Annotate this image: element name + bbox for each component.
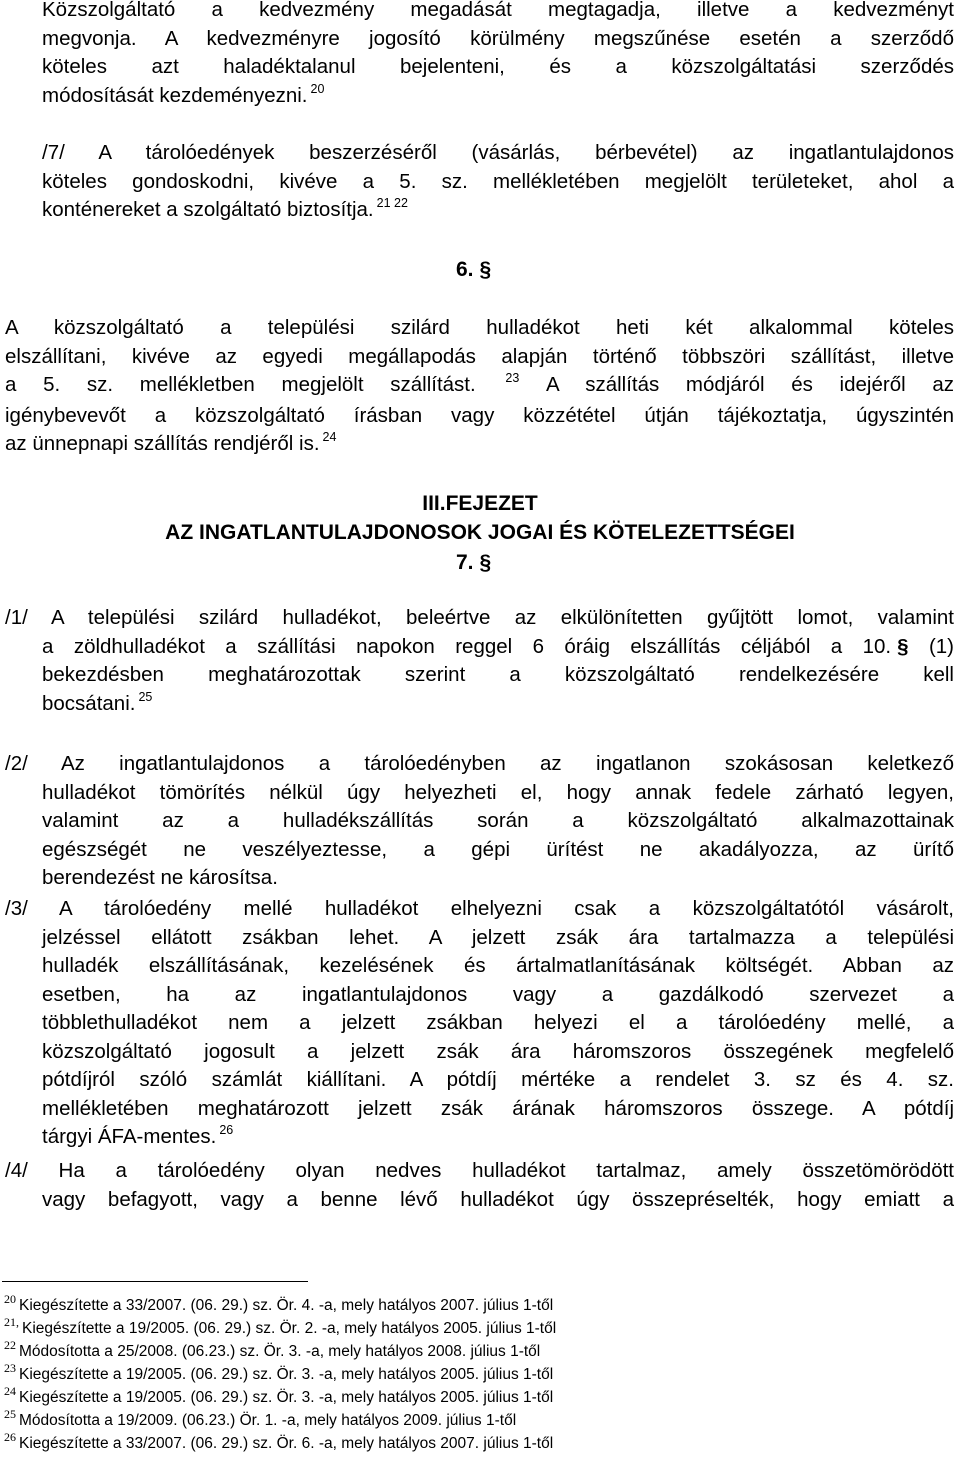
- footnote-ref[interactable]: 25: [138, 689, 153, 704]
- section-6-heading: [456, 256, 491, 284]
- section-7-paragraph-4: [5, 1157, 954, 1214]
- text-line: bocsátani. $^{25}$: [42, 689, 153, 715]
- text-line: igénybevevőt a közszolgáltató írásban vagy közzététel útján tájékoztatja, úgyszintén: [5, 403, 954, 427]
- footnote-26: $^{26}$ Kiegészítette a 33/2007. (06. 29.) sz. Ör. 6. -a, mely hatályos 2007. július 1-től: [4, 1430, 554, 1452]
- text-line: /7/ A tárolóedények beszerzéséről (vásárlás, bérbevétel) az ingatlantulajdonos: [42, 141, 954, 164]
- text-line: valamint az a hulladékszállítás során a közszolgáltató alkalmazottainak: [42, 809, 954, 832]
- section-7-heading: [456, 549, 491, 577]
- text-line: a zöldhulladékot a szállítási napokon reggel 6 óráig elszállítás céljából a 10. § (1): [5, 633, 954, 662]
- text-line: hulladék elszállításának, kezelésének és ártalmatlanításának költségét. Abban az: [42, 954, 954, 977]
- text-line: /3/ A tárolóedény mellé hulladékot elhelyezni csak a közszolgáltatótól vásárolt,: [5, 897, 954, 920]
- text-line: /2/ Az ingatlantulajdonos a tárolóedényben az ingatlanon szokásosan keletkező: [5, 752, 954, 775]
- text-line: megvonja. A kedvezményre jogosító körülmény megszűnése esetén a szerződő: [42, 26, 954, 50]
- text-line: mellékletében meghatározott jelzett zsák árának háromszoros összege. A pótdíj: [42, 1096, 954, 1120]
- footnote-24: $^{24}$ Kiegészítette a 19/2005. (06. 29.) sz. Ör. 3. -a, mely hatályos 2005. július 1-től: [4, 1384, 554, 1406]
- text-line: berendezést ne károsítsa.: [42, 866, 278, 889]
- text-line: A közszolgáltató a települési szilárd hulladékot heti két alkalommal köteles: [5, 316, 954, 339]
- footnote-ref[interactable]: 26: [219, 1123, 234, 1137]
- paragraph-sign: §: [479, 551, 492, 574]
- footnote-ref[interactable]: 21 22: [376, 196, 408, 210]
- paragraph-sign: §: [479, 258, 492, 281]
- section-7-paragraph-3: [5, 895, 954, 1154]
- footnote-ref[interactable]: 23: [505, 371, 520, 385]
- text-line: esetben, ha az ingatlantulajdonos vagy a gazdálkodó szervezet a: [42, 982, 954, 1006]
- text-line: közszolgáltató jogosult a jelzett zsák ára háromszoros összegének megfelelő: [42, 1039, 954, 1063]
- intro-paragraph: [42, 0, 954, 112]
- section-number: 6.: [456, 258, 474, 281]
- text-line: köteles gondoskodni, kivéve a 5. sz. mellékletében megjelölt területeket, ahol a: [42, 169, 954, 193]
- footnote-ref[interactable]: 20: [310, 81, 325, 96]
- section-6-body: [5, 314, 954, 461]
- footnote-22: $^{22}$ Módosította a 25/2008. (06.23.) sz. Ör. 3. -a, mely hatályos 2008. július 1-től: [4, 1338, 541, 1360]
- section-number: 7.: [456, 551, 474, 574]
- text-line: köteles azt haladéktalanul bejelenteni, és a közszolgáltatási szerződés: [42, 55, 954, 78]
- text-line: tárgyi ÁFA-mentes. $^{26}$: [42, 1123, 234, 1148]
- text-line: /1/ A települési szilárd hulladékot, beleértve az elkülönítetten gyűjtött lomot, valamint: [5, 606, 954, 629]
- text-line: jelzéssel ellátott zsákban lehet. A jelzett zsák ára tartalmazza a települési: [42, 925, 954, 949]
- text-line: pótdíjról szóló számlát kiállítani. A pótdíj mértéke a rendelet 3. sz és 4. sz.: [42, 1068, 954, 1091]
- footnote-separator: [2, 1281, 308, 1282]
- paragraph-sign: §: [897, 634, 909, 658]
- chapter-title: AZ INGATLANTULAJDONOSOK JOGAI ÉS KÖTELEZETTSÉGEI: [165, 521, 795, 544]
- text-line: Közszolgáltató a kedvezmény megadását megtagadja, illetve a kedvezményt: [42, 0, 954, 21]
- footnote-25: $^{25}$ Módosította a 19/2009. (06.23.) Ör. 1. -a, mely hatályos 2009. július 1-től: [4, 1407, 517, 1429]
- text-line: hulladékot tömörítés nélkül úgy helyezheti el, hogy annak fedele zárható legyen,: [42, 780, 954, 804]
- section-7-paragraph-1: [5, 604, 954, 720]
- text-line: elszállítani, kivéve az egyedi megállapodás alapján történő többszöri szállítást, illetve: [5, 344, 954, 368]
- text-line: vagy befagyott, vagy a benne lévő hulladékot úgy összepréselték, hogy emiatt a: [42, 1187, 954, 1211]
- text-line: többlethulladékot nem a jelzett zsákban helyezi el a tárolóedény mellé, a: [42, 1011, 954, 1034]
- text-line: konténereket a szolgáltató biztosítja. $^{21 22}$: [42, 196, 408, 221]
- footnote-ref[interactable]: 24: [322, 430, 337, 444]
- text-line: bekezdésben meghatározottak szerint a közszolgáltató rendelkezésére kell: [42, 663, 954, 686]
- text-line: a 5. sz. mellékletben megjelölt szállítást. $^{23}$ A szállítás módjáról és idejéről az: [5, 371, 954, 396]
- text-line: egészségét ne veszélyeztesse, a gépi ürítést ne akadályozza, az ürítő: [42, 837, 954, 861]
- footnote-23: $^{23}$ Kiegészítette a 19/2005. (06. 29.) sz. Ör. 3. -a, mely hatályos 2005. július 1-től: [4, 1361, 554, 1383]
- section-7-paragraph-2: [5, 750, 954, 893]
- chapter-number: III.FEJEZET: [422, 492, 538, 515]
- footnote-21: $^{21,}$ Kiegészítette a 19/2005. (06. 29.) sz. Ör. 2. -a, mely hatályos 2005. július 1-től: [4, 1315, 557, 1337]
- text-line: módosítását kezdeményezni. $^{20}$: [42, 81, 325, 107]
- paragraph-7: [42, 139, 954, 227]
- footnote-20: $^{20}$ Kiegészítette a 33/2007. (06. 29.) sz. Ör. 4. -a, mely hatályos 2007. július 1-től: [4, 1292, 554, 1314]
- text-line: az ünnepnapi szállítás rendjéről is. $^{24}$: [5, 430, 337, 455]
- text-line: /4/ Ha a tárolóedény olyan nedves hulladékot tartalmaz, amely összetömörödött: [5, 1159, 954, 1182]
